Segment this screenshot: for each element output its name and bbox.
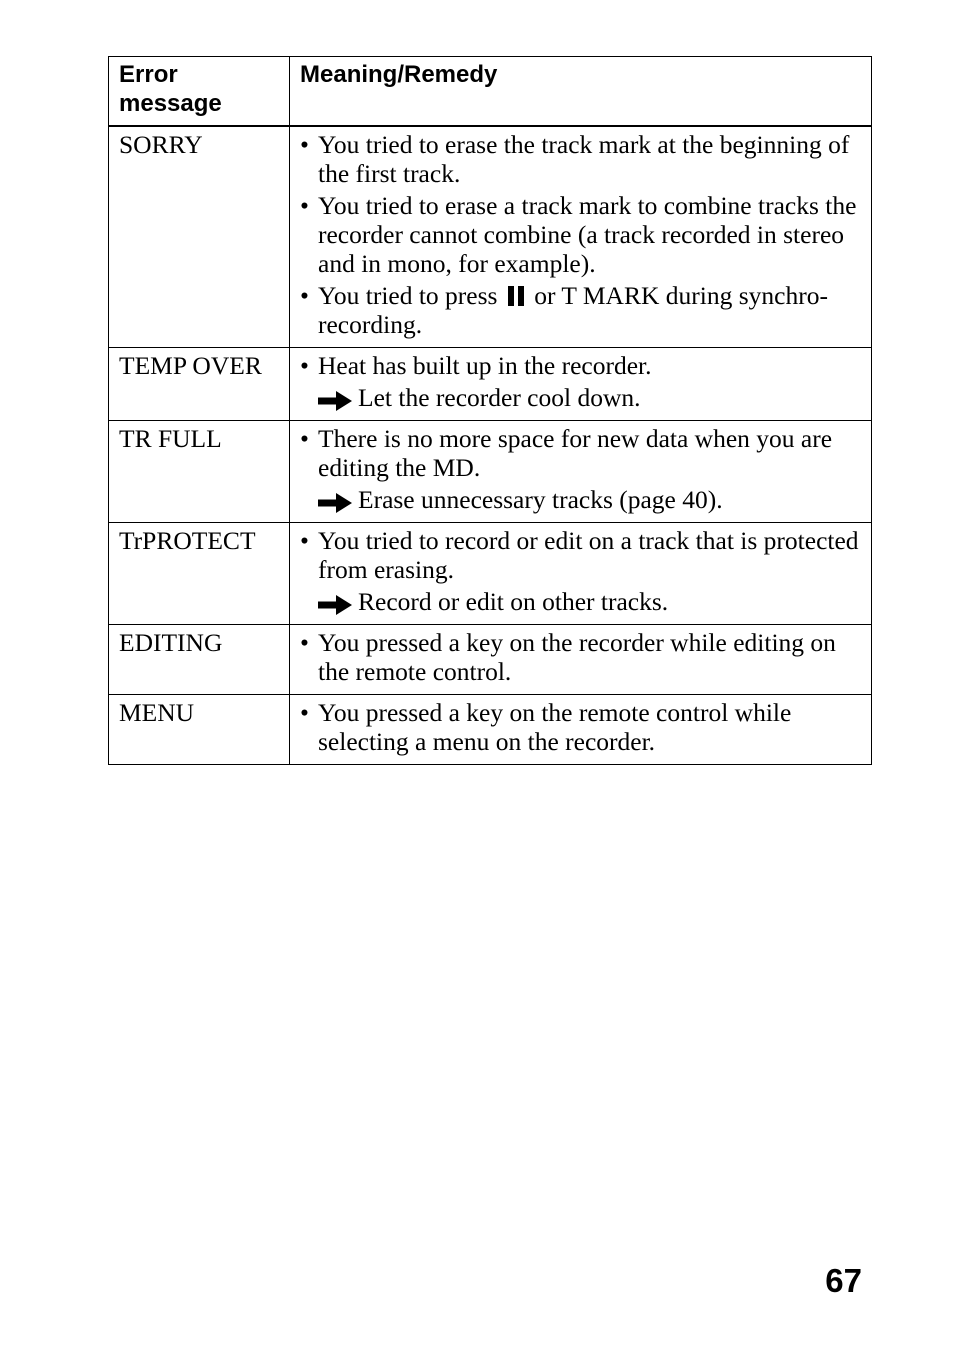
error-message-table [108, 56, 872, 765]
bullet-mark: • [300, 424, 309, 453]
meaning-remedy-cell [290, 625, 872, 695]
remedy-line [300, 587, 863, 616]
bullet-text: You tried to press [318, 281, 498, 310]
table-row [109, 625, 872, 695]
bullet-mark: • [300, 526, 309, 555]
meaning-bullet [300, 281, 863, 339]
meaning-remedy-cell [290, 421, 872, 523]
header-meaning-remedy: Meaning/Remedy [290, 57, 872, 127]
meaning-remedy-cell [290, 126, 872, 348]
bullet-text: You pressed a key on the remote control while selecting a menu on the recorder. [318, 698, 792, 756]
meaning-bullet [300, 698, 863, 756]
arrow-right-icon [318, 592, 352, 612]
remedy-text: Let the recorder cool down. [358, 383, 641, 412]
bullet-text: You tried to erase a track mark to combine tracks the recorder cannot combine (a track recorded in stereo and in mono, for example). [318, 191, 857, 278]
error-message-cell: SORRY [109, 126, 290, 348]
error-message-cell: TR FULL [109, 421, 290, 523]
bullet-text: You pressed a key on the recorder while editing on the remote control. [318, 628, 836, 686]
arrow-right-icon [318, 490, 352, 510]
bullet-mark: • [300, 628, 309, 657]
pause-icon [506, 286, 526, 306]
meaning-bullet [300, 424, 863, 482]
table-row [109, 523, 872, 625]
table-header-row [109, 57, 872, 127]
header-error-message: Error message [109, 57, 290, 127]
remedy-line [300, 485, 863, 514]
bullet-mark: • [300, 130, 309, 159]
meaning-bullet [300, 351, 863, 380]
table-row [109, 348, 872, 421]
meaning-bullet [300, 130, 863, 188]
meaning-bullet [300, 191, 863, 278]
bullet-mark: • [300, 351, 309, 380]
remedy-text: Record or edit on other tracks. [358, 587, 669, 616]
bullet-text: You tried to erase the track mark at the beginning of the first track. [318, 130, 850, 188]
error-message-cell: TEMP OVER [109, 348, 290, 421]
bullet-mark: • [300, 698, 309, 727]
bullet-text: There is no more space for new data when you are editing the MD. [318, 424, 833, 482]
meaning-remedy-cell [290, 523, 872, 625]
meaning-bullet [300, 526, 863, 584]
page-number: 67 [825, 1262, 862, 1299]
bullet-mark: • [300, 191, 309, 220]
remedy-line [300, 383, 863, 412]
table-row [109, 126, 872, 348]
arrow-right-icon [318, 388, 352, 408]
bullet-text: You tried to record or edit on a track that is protected from erasing. [318, 526, 859, 584]
meaning-remedy-cell [290, 695, 872, 765]
table-row [109, 421, 872, 523]
meaning-remedy-cell [290, 348, 872, 421]
error-message-cell: EDITING [109, 625, 290, 695]
bullet-text: or T MARK during synchro-recording. [318, 281, 828, 339]
bullet-mark: • [300, 281, 309, 310]
error-message-cell: MENU [109, 695, 290, 765]
table-body [109, 126, 872, 765]
remedy-text: Erase unnecessary tracks (page 40). [358, 485, 723, 514]
table-row [109, 695, 872, 765]
meaning-bullet [300, 628, 863, 686]
error-message-cell: TrPROTECT [109, 523, 290, 625]
bullet-text: Heat has built up in the recorder. [318, 351, 652, 380]
